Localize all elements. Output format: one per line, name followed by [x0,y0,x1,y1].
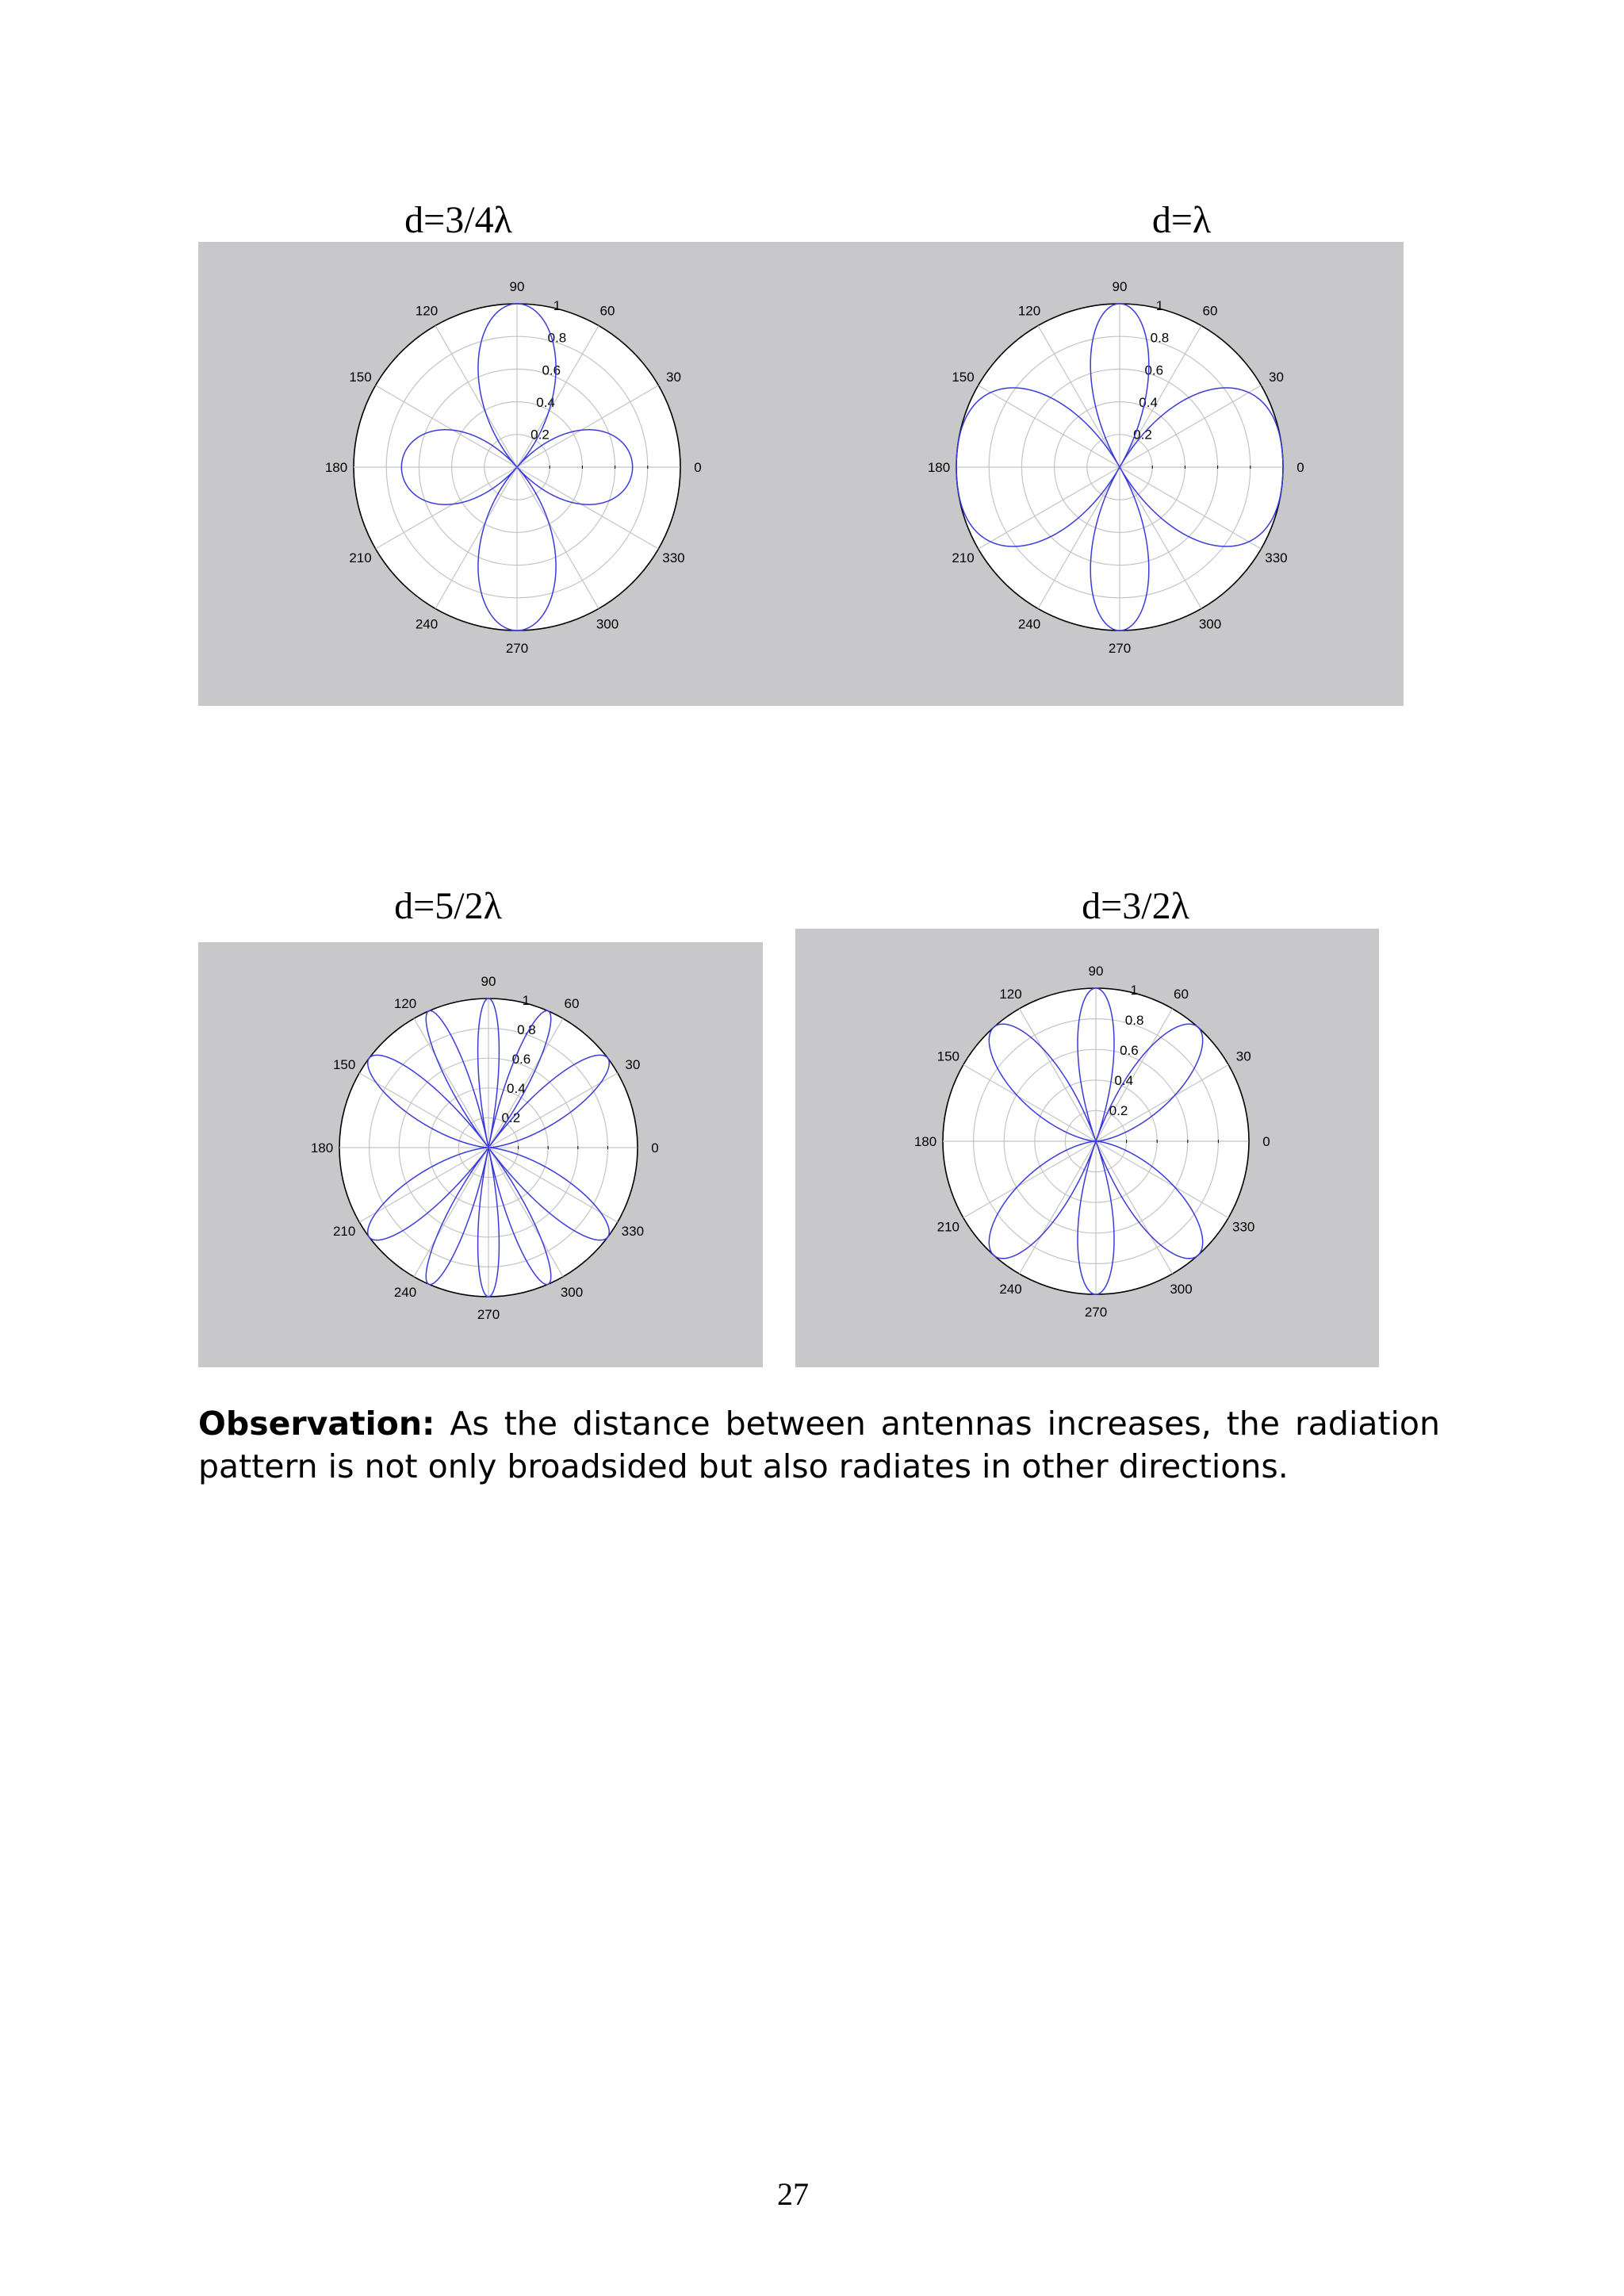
radial-tick-label: 0.6 [511,1051,531,1067]
angle-tick-label: 240 [1017,616,1041,632]
chart-title-d-3-4-lambda: d=3/4λ [404,199,512,241]
angle-tick-label: 0 [1297,460,1304,475]
polar-plot-panel-2 [198,242,1404,706]
observation-text: As the distance between antennas increases, the radiation pattern is not only broadsided but also radiates in other directions. [198,1405,1440,1485]
page-number: 27 [777,2176,809,2212]
angle-tick-label: 270 [1108,641,1132,656]
angle-tick-label: 120 [1017,303,1041,319]
radial-tick-label: 1 [1155,298,1164,314]
radial-tick-label: 0.4 [507,1080,526,1096]
chart-title-d-5-2-lambda: d=5/2λ [394,885,502,927]
angle-tick-label: 180 [927,460,951,475]
angle-tick-label: 210 [332,1224,356,1239]
radial-tick-label: 0.2 [1109,1102,1128,1118]
angle-tick-label: 30 [665,370,681,385]
angle-tick-label: 0 [694,460,702,475]
angle-tick-label: 150 [936,1048,959,1064]
chart-title-d-lambda: d=λ [1151,199,1212,241]
angle-tick-label: 210 [952,550,975,565]
polar-plot-2 [198,242,1404,706]
angle-tick-label: 120 [393,996,417,1012]
observation-paragraph [198,1402,1440,1488]
radial-tick-label: 0.6 [542,362,561,378]
radial-tick-label: 0.8 [1124,1012,1144,1028]
angle-tick-label: 240 [393,1284,417,1300]
radial-tick-label: 0.2 [1133,427,1152,443]
angle-tick-label: 180 [324,460,348,475]
angle-tick-label: 240 [415,616,439,632]
radial-tick-label: 0.6 [1120,1042,1139,1058]
angle-tick-label: 60 [1174,986,1189,1002]
angle-tick-label: 300 [1170,1282,1193,1297]
angle-tick-label: 30 [1235,1048,1251,1064]
angle-tick-label: 30 [1268,370,1284,385]
angle-tick-label: 120 [415,303,439,319]
radial-tick-label: 0.8 [517,1022,536,1037]
polar-plot-panel-3 [198,942,763,1367]
angle-tick-label: 330 [1265,550,1288,565]
radial-tick-label: 1 [553,298,561,314]
radial-tick-label: 0.4 [1114,1072,1134,1088]
angle-tick-label: 330 [1232,1219,1255,1235]
observation-label: Observation: [198,1405,435,1443]
polar-plot-4 [795,929,1379,1367]
angle-tick-label: 180 [914,1134,937,1149]
radial-tick-label: 1 [522,992,530,1008]
angle-tick-label: 300 [1198,616,1222,632]
angle-tick-label: 90 [1088,964,1104,979]
angle-tick-label: 300 [596,616,619,632]
angle-tick-label: 150 [332,1057,356,1072]
angle-tick-label: 0 [651,1140,659,1156]
angle-tick-label: 120 [999,986,1022,1002]
angle-tick-label: 180 [310,1140,334,1156]
polar-plot-panel-4 [795,929,1379,1367]
angle-tick-label: 150 [349,370,372,385]
angle-tick-label: 210 [349,550,372,565]
angle-tick-label: 330 [662,550,685,565]
angle-tick-label: 90 [509,279,525,294]
angle-tick-label: 330 [621,1224,645,1239]
angle-tick-label: 30 [625,1057,641,1072]
angle-tick-label: 60 [564,996,580,1012]
angle-tick-label: 240 [999,1282,1022,1297]
angle-tick-label: 150 [952,370,975,385]
radial-tick-label: 1 [1130,982,1138,998]
angle-tick-label: 270 [1084,1305,1108,1320]
radial-tick-label: 0.2 [530,427,550,443]
chart-title-d-3-2-lambda: d=3/2λ [1082,885,1189,927]
angle-tick-label: 90 [481,974,496,989]
radial-tick-label: 0.6 [1144,362,1164,378]
radial-tick-label: 0.4 [536,394,555,410]
angle-tick-label: 60 [599,303,615,319]
angle-tick-label: 0 [1262,1134,1270,1149]
angle-tick-label: 270 [477,1307,500,1322]
radial-tick-label: 0.4 [1139,394,1158,410]
angle-tick-label: 90 [1112,279,1128,294]
radial-tick-label: 0.8 [547,330,567,346]
angle-tick-label: 60 [1202,303,1218,319]
radial-tick-label: 0.2 [501,1110,521,1125]
polar-plot-3 [198,942,763,1367]
radial-tick-label: 0.8 [1150,330,1170,346]
angle-tick-label: 300 [560,1284,584,1300]
angle-tick-label: 270 [505,641,529,656]
angle-tick-label: 210 [936,1219,959,1235]
